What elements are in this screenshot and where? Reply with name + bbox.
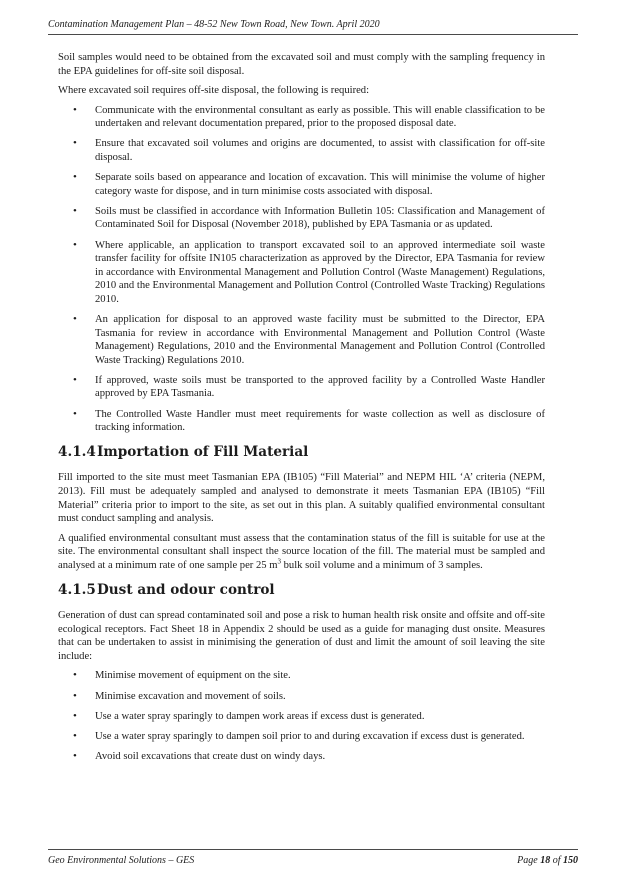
section-title: Importation of Fill Material <box>97 443 309 460</box>
dust-paragraph-1: Generation of dust can spread contaminated soil and pose a risk to human health risk onsite and offsite and off-site ecological receptors. Fact Sheet 18 in Appendix 2 should be used as a guide for managing dust onsite. Measures that can be undertaken to assist in minimising the generation of dust and limit the amount of soil leaving the site include: <box>58 610 545 662</box>
intro-paragraph-1: Soil samples would need to be obtained from the excavated soil and must comply with the sampling frequency in the EPA guidelines for off-site soil disposal. <box>58 52 545 77</box>
page-current: 18 <box>540 855 551 866</box>
fill-paragraph-2-text-b: bulk soil volume and a minimum of 3 samples. <box>280 559 483 571</box>
page-footer <box>48 849 578 866</box>
page-mid: of <box>550 855 563 866</box>
list-item: • Soils must be classified in accordance with Information Bulletin 105: Classification and Management of Contaminated Soil for Disposal (November 2018), published by EPA Tasmania or as updated. <box>58 205 545 232</box>
dust-measures-list <box>58 669 545 763</box>
list-item: • If approved, waste soils must be transported to the approved facility by a Controlled Waste Handler approved by EPA Tasmania. <box>58 374 545 401</box>
section-number: 4.1.5 <box>58 581 96 598</box>
section-number: 4.1.4 <box>58 443 96 460</box>
footer-company: Geo Environmental Solutions – GES <box>48 855 195 866</box>
page-number <box>517 855 578 866</box>
superscript-3: 3 <box>277 557 281 566</box>
list-item: • An application for disposal to an approved waste facility must be submitted to the Director, EPA Tasmania for review in accordance with Environmental Management and Pollution Control (Waste Management) Regulations, 2010 and the Environmental Management and Pollution Control (Controlled Waste Tracking) Regulations 2010. <box>58 313 545 367</box>
header-text: Contamination Management Plan – 48-52 New Town Road, New Town. April 2020 <box>48 19 380 30</box>
section-heading-fill-material <box>58 443 545 460</box>
list-item: • Minimise excavation and movement of soils. <box>58 690 545 704</box>
section-heading-dust-odour <box>58 581 545 598</box>
page-total: 150 <box>563 855 578 866</box>
list-item: • Communicate with the environmental consultant as early as possible. This will enable classification to be undertaken and relevant documentation prepared, prior to the proposed disposal date. <box>58 104 545 131</box>
disposal-requirements-list <box>58 104 545 435</box>
list-item: • Ensure that excavated soil volumes and origins are documented, to assist with classification for off-site disposal. <box>58 137 545 164</box>
page-prefix: Page <box>517 855 541 866</box>
list-item: • Where applicable, an application to transport excavated soil to an approved intermediate soil waste transfer facility for offsite IN105 characterization as approved by the Director, EPA Tasmania for review in accordance with Environmental Management and Pollution Control (Waste Management) Regulations, 2010 and the Environmental Management and Pollution Control (Controlled Waste Tracking) Regulations 2010. <box>58 239 545 307</box>
list-item: • Separate soils based on appearance and location of excavation. This will minimise the volume of higher category waste for dispose, and in turn minimise costs associated with disposal. <box>58 171 545 198</box>
list-item: • Use a water spray sparingly to dampen work areas if excess dust is generated. <box>58 710 545 724</box>
fill-paragraph-2 <box>58 532 545 573</box>
section-title: Dust and odour control <box>97 581 275 598</box>
list-item: • Use a water spray sparingly to dampen soil prior to and during excavation if excess dust is generated. <box>58 730 545 744</box>
document-body <box>58 51 545 770</box>
intro-paragraph-2: Where excavated soil requires off-site disposal, the following is required: <box>58 85 370 97</box>
list-item: • Avoid soil excavations that create dust on windy days. <box>58 750 545 764</box>
list-item: • Minimise movement of equipment on the site. <box>58 669 545 683</box>
page-header <box>48 19 578 35</box>
fill-paragraph-2-text-a: A qualified environmental consultant must assess that the contamination status of the fill is suitable for use at the site. The environmental consultant shall inspect the source location of the fill. The material must be sampled and analysed at a minimum rate of one sample per 25 m <box>58 532 545 571</box>
list-item: • The Controlled Waste Handler must meet requirements for waste collection as well as disclosure of tracking information. <box>58 408 545 435</box>
fill-paragraph-1: Fill imported to the site must meet Tasmanian EPA (IB105) “Fill Material” and NEPM HIL ‘A’ criteria (NEPM, 2013). Fill must be adequately sampled and analysed to demonstrate it meets Tasmanian EPA (IB105) “Fill Material” criteria prior to import to the site, as set out in this plan. A suitably qualified environmental consultant must conduct sampling and analysis. <box>58 472 545 525</box>
